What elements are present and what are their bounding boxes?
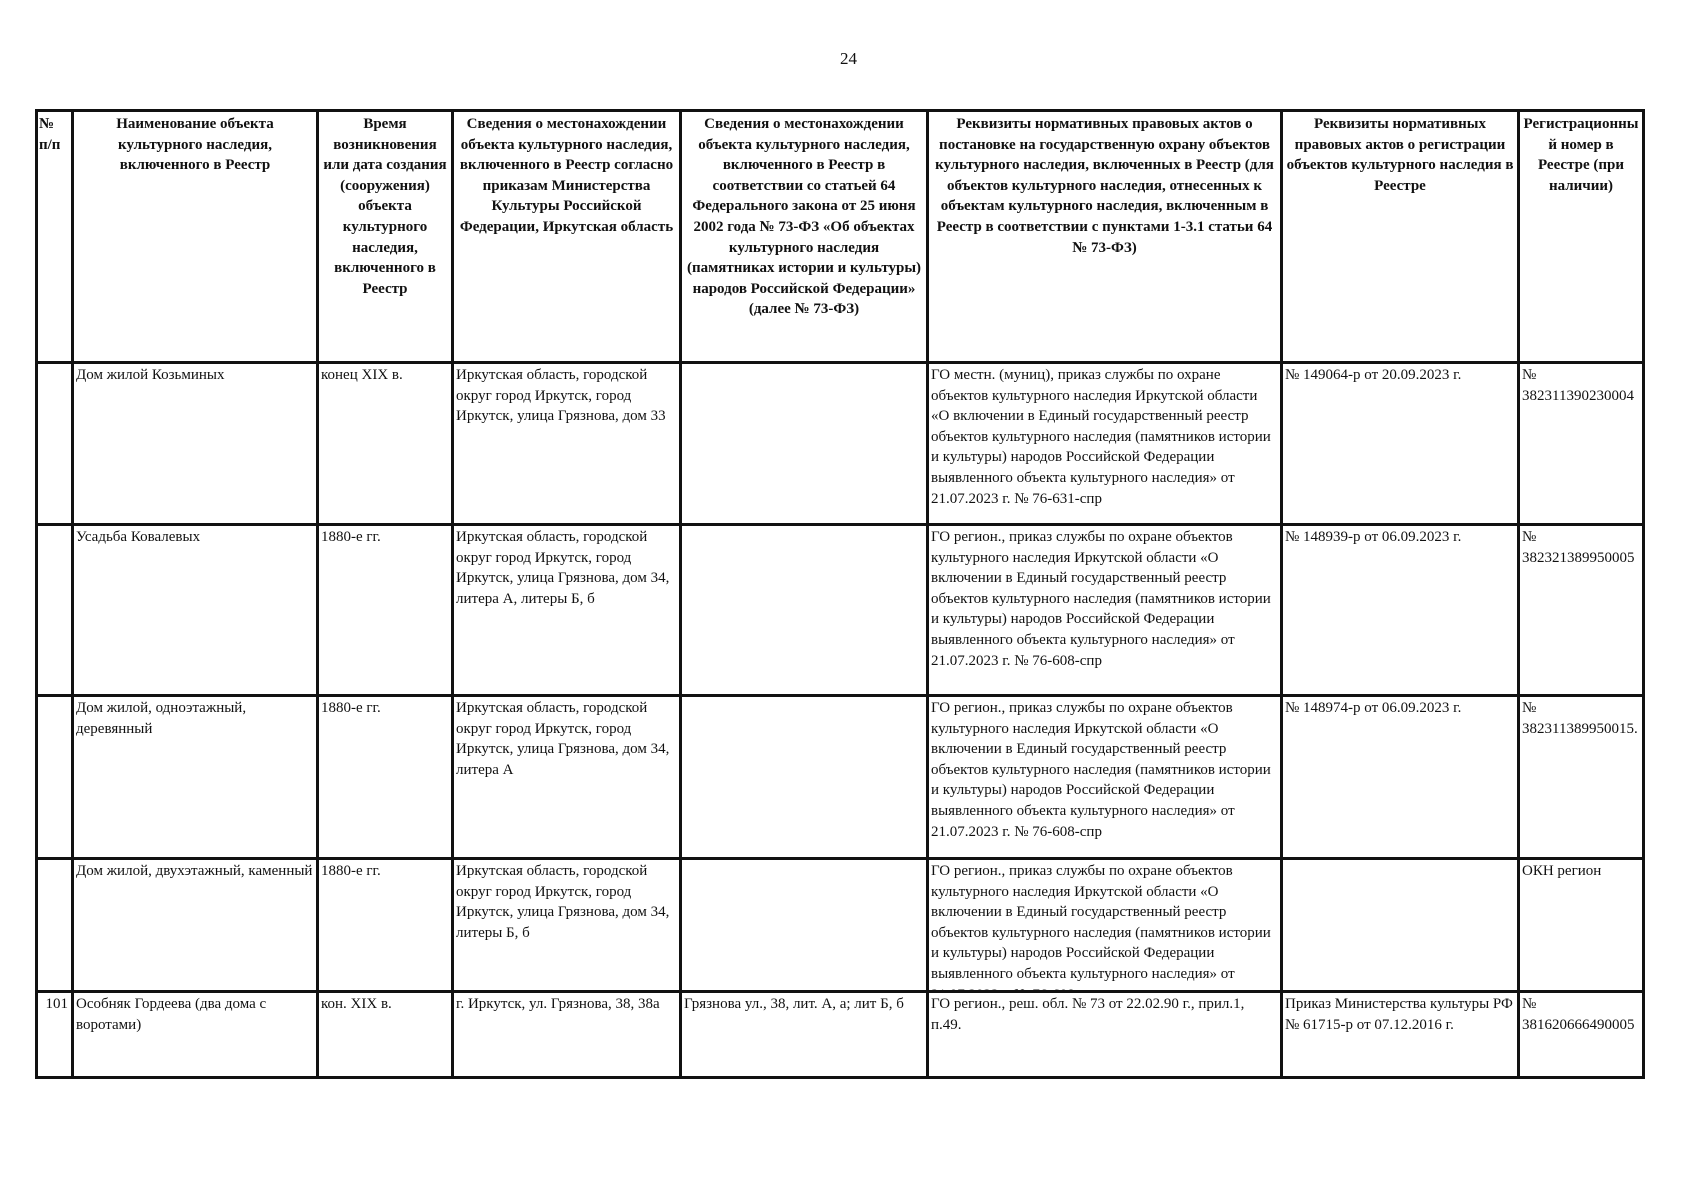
- table-row: [37, 859, 1644, 992]
- table-row: [37, 525, 1644, 696]
- creation-date: кон. XIX в.: [318, 992, 453, 1078]
- row-number: [37, 525, 73, 696]
- table-row: [37, 363, 1644, 525]
- creation-date: 1880-е гг.: [318, 696, 453, 859]
- object-name: Дом жилой, двухэтажный, каменный: [73, 859, 318, 992]
- location-federal-law: [681, 696, 928, 859]
- header-number: № п/п: [37, 111, 73, 363]
- location-federal-law: [681, 363, 928, 525]
- object-name: Усадьба Ковалевых: [73, 525, 318, 696]
- header-creation-date: Время возникновения или дата создания (сооружения) объекта культурного наследия, включенного в Реестр: [318, 111, 453, 363]
- header-location-federal-law: Сведения о местонахождении объекта культурного наследия, включенного в Реестр в соответствии со статьей 64 Федерального закона от 25 июня 2002 года № 73-ФЗ «Об объектах культурного наследия (памятниках истории и культуры) народов Российской Федерации» (далее № 73-ФЗ): [681, 111, 928, 363]
- protection-act: ГО регион., приказ службы по охране объектов культурного наследия Иркутской области «О включении в Единый государственный реестр объектов культурного наследия (памятников истории и культуры) народов Российской Федерации выявленного объекта культурного наследия» от 21.07.2023 г. № 76-608-спр: [928, 525, 1282, 696]
- registration-act: Приказ Министерства культуры РФ № 61715-р от 07.12.2016 г.: [1282, 992, 1519, 1078]
- registration-number: № 381620666490005: [1519, 992, 1644, 1078]
- location-ministry-order: Иркутская область, городской округ город Иркутск, город Иркутск, улица Грязнова, дом 33: [453, 363, 681, 525]
- registration-number: № 382321389950005: [1519, 525, 1644, 696]
- header-registration-acts: Реквизиты нормативных правовых актов о регистрации объектов культурного наследия в Реестре: [1282, 111, 1519, 363]
- location-ministry-order: г. Иркутск, ул. Грязнова, 38, 38а: [453, 992, 681, 1078]
- header-location-ministry-order: Сведения о местонахождении объекта культурного наследия, включенного в Реестр согласно приказам Министерства Культуры Российской Федерации, Иркутская область: [453, 111, 681, 363]
- header-object-name: Наименование объекта культурного наследия, включенного в Реестр: [73, 111, 318, 363]
- table-header-row: [37, 111, 1644, 363]
- table-row: [37, 992, 1644, 1078]
- registration-number: № 382311390230004: [1519, 363, 1644, 525]
- protection-act: [928, 859, 1282, 992]
- row-number: [37, 859, 73, 992]
- header-protection-acts: Реквизиты нормативных правовых актов о постановке на государственную охрану объектов культурного наследия, включенных в Реестр (для объектов культурного наследия, отнесенных к объектам культурного наследия, включенным в Реестр в соответствии с пунктами 1-3.1 статьи 64 № 73-ФЗ): [928, 111, 1282, 363]
- header-registration-number: Регистрационный номер в Реестре (при наличии): [1519, 111, 1644, 363]
- protection-act: [928, 363, 1282, 525]
- creation-date: конец XIX в.: [318, 363, 453, 525]
- registration-act: № 148939-р от 06.09.2023 г.: [1282, 525, 1519, 696]
- object-name: Дом жилой, одноэтажный, деревянный: [73, 696, 318, 859]
- object-name: Дом жилой Козьминых: [73, 363, 318, 525]
- row-number: 101: [37, 992, 73, 1078]
- row-number: [37, 696, 73, 859]
- row-number: [37, 363, 73, 525]
- registration-number: № 382311389950015.: [1519, 696, 1644, 859]
- protection-act-text: ГО местн. (муниц), приказ службы по охране объектов культурного наследия Иркутской области «О включении в Единый государственный реестр объектов культурного наследия (памятников истории и культуры) народов Российской Федерации выявленного объекта культурного наследия» от 21.07.2023 г. № 76-631-спр: [931, 367, 1271, 507]
- location-federal-law: Грязнова ул., 38, лит. А, а; лит Б, б: [681, 992, 928, 1078]
- registration-act: № 149064-р от 20.09.2023 г.: [1282, 363, 1519, 525]
- creation-date: 1880-е гг.: [318, 859, 453, 992]
- protection-act: ГО регион., приказ службы по охране объектов культурного наследия Иркутской области «О включении в Единый государственный реестр объектов культурного наследия (памятников истории и культуры) народов Российской Федерации выявленного объекта культурного наследия» от 21.07.2023 г. № 76-608-спр: [928, 696, 1282, 859]
- location-federal-law: [681, 525, 928, 696]
- registration-number: ОКН регион: [1519, 859, 1644, 992]
- location-ministry-order: Иркутская область, городской округ город Иркутск, город Иркутск, улица Грязнова, дом 34, литера А: [453, 696, 681, 859]
- registration-act: [1282, 859, 1519, 992]
- location-federal-law: [681, 859, 928, 992]
- registration-act: № 148974-р от 06.09.2023 г.: [1282, 696, 1519, 859]
- page-number: 24: [840, 49, 857, 68]
- protection-act-text: ГО регион., приказ службы по охране объектов культурного наследия Иркутской области «О включении в Единый государственный реестр объектов культурного наследия (памятников истории и культуры) народов Российской Федерации выявленного объекта культурного наследия» от: [931, 863, 1271, 982]
- location-ministry-order: Иркутская область, городской округ город Иркутск, город Иркутск, улица Грязнова, дом 34, литера А, литеры Б, б: [453, 525, 681, 696]
- protection-act: ГО регион., реш. обл. № 73 от 22.02.90 г., прил.1, п.49.: [928, 992, 1282, 1078]
- creation-date: 1880-е гг.: [318, 525, 453, 696]
- location-ministry-order: Иркутская область, городской округ город Иркутск, город Иркутск, улица Грязнова, дом 34, литеры Б, б: [453, 859, 681, 992]
- table-row: [37, 696, 1644, 859]
- heritage-registry-table: [35, 109, 1645, 1079]
- object-name: Особняк Гордеева (два дома с воротами): [73, 992, 318, 1078]
